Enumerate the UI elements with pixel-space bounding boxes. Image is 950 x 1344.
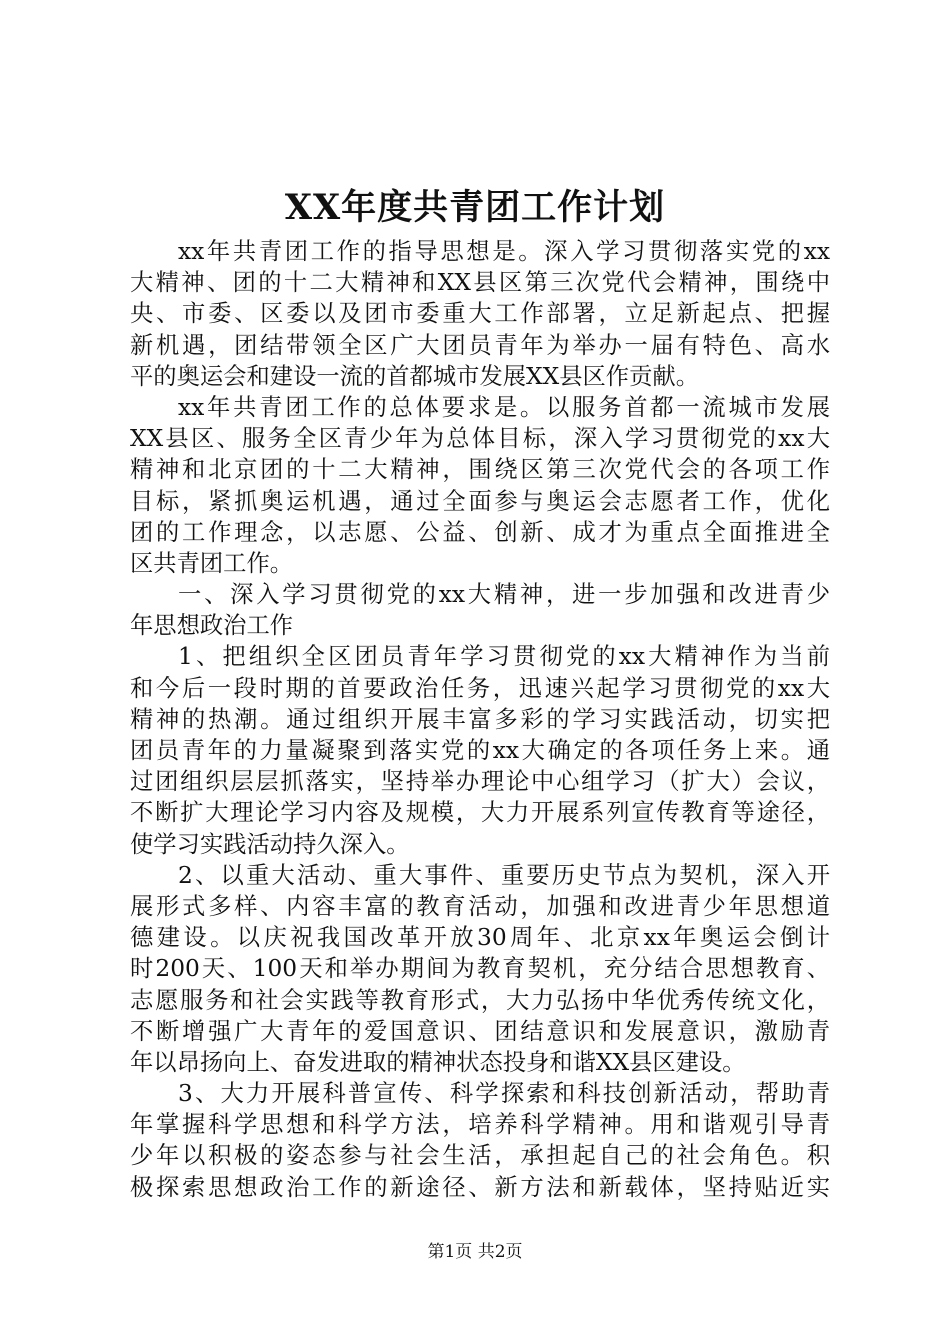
paragraph xyxy=(130,860,830,1078)
paragraph-line: 德建设。以庆祝我国改革开放30周年、北京xx年奥运会倒计 xyxy=(130,924,830,952)
paragraph-line: 年以昂扬向上、奋发进取的精神状态投身和谐XX县区建设。 xyxy=(130,1048,746,1076)
document-title: XX年度共青团工作计划 xyxy=(284,187,666,228)
page-footer: 第1页 共2页 xyxy=(427,1242,523,1262)
paragraph-line: 目标，紧抓奥运机遇，通过全面参与奥运会志愿者工作，优化 xyxy=(130,487,830,515)
paragraph-line: 大精神、团的十二大精神和XX县区第三次党代会精神，围绕中 xyxy=(130,269,830,297)
paragraph-line: 平的奥运会和建设一流的首都城市发展XX县区作贡献。 xyxy=(130,362,699,390)
paragraph-line: 1、把组织全区团员青年学习贯彻党的xx大精神作为当前 xyxy=(178,643,830,671)
paragraph xyxy=(130,641,830,859)
paragraph xyxy=(130,236,830,392)
paragraph-line: 过团组织层层抓落实，坚持举办理论中心组学习（扩大）会议， xyxy=(130,768,830,796)
paragraph-line: 3、大力开展科普宣传、科学探索和科技创新活动，帮助青 xyxy=(178,1080,830,1108)
paragraph-line: 团员青年的力量凝聚到落实党的xx大确定的各项任务上来。通 xyxy=(130,737,830,764)
paragraph-line: 时200天、100天和举办期间为教育契机，充分结合思想教育、 xyxy=(130,955,830,983)
paragraph-line: 新机遇，团结带领全区广大团员青年为举办一届有特色、高水 xyxy=(130,331,830,359)
paragraph-line: xx年共青团工作的总体要求是。以服务首都一流城市发展 xyxy=(178,393,830,421)
paragraph-line: 不断扩大理论学习内容及规模，大力开展系列宣传教育等途径， xyxy=(130,799,830,827)
paragraph-line: 一、深入学习贯彻党的xx大精神，进一步加强和改进青少 xyxy=(178,581,830,609)
paragraph-line: 年思想政治工作 xyxy=(130,612,294,640)
paragraph-line: XX县区、服务全区青少年为总体目标，深入学习贯彻党的xx大 xyxy=(130,425,830,453)
paragraph xyxy=(130,1078,830,1203)
paragraph xyxy=(130,392,830,579)
paragraph-line: 年掌握科学思想和科学方法，培养科学精神。用和谐观引导青 xyxy=(130,1111,830,1139)
paragraph-line: 精神和北京团的十二大精神，围绕区第三次党代会的各项工作 xyxy=(130,456,830,484)
paragraph-line: 使学习实践活动持久深入。 xyxy=(130,830,410,858)
paragraph-line: 展形式多样、内容丰富的教育活动，加强和改进青少年思想道 xyxy=(130,892,830,920)
paragraph-line: 央、市委、区委以及团市委重大工作部署，立足新起点、把握 xyxy=(130,300,830,328)
paragraph-line: 不断增强广大青年的爱国意识、团结意识和发展意识，激励青 xyxy=(130,1017,830,1045)
paragraph-line: 精神的热潮。通过组织开展丰富多彩的学习实践活动，切实把 xyxy=(130,705,830,733)
paragraph-line: 团的工作理念，以志愿、公益、创新、成才为重点全面推进全 xyxy=(130,518,830,546)
paragraph-line: 和今后一段时期的首要政治任务，迅速兴起学习贯彻党的xx大 xyxy=(130,674,830,702)
paragraph-line: 2、以重大活动、重大事件、重要历史节点为契机，深入开 xyxy=(178,861,830,889)
paragraph-line: xx年共青团工作的指导思想是。深入学习贯彻落实党的xx xyxy=(178,238,830,265)
paragraph-line: 极探索思想政治工作的新途径、新方法和新载体，坚持贴近实 xyxy=(130,1173,830,1201)
paragraph-line: 志愿服务和社会实践等教育形式，大力弘扬中华优秀传统文化， xyxy=(130,986,830,1014)
paragraph-line: 少年以积极的姿态参与社会生活，承担起自己的社会角色。积 xyxy=(130,1142,830,1170)
paragraph xyxy=(130,579,830,641)
paragraph-line: 区共青团工作。 xyxy=(130,549,294,577)
document-body xyxy=(130,236,830,1203)
